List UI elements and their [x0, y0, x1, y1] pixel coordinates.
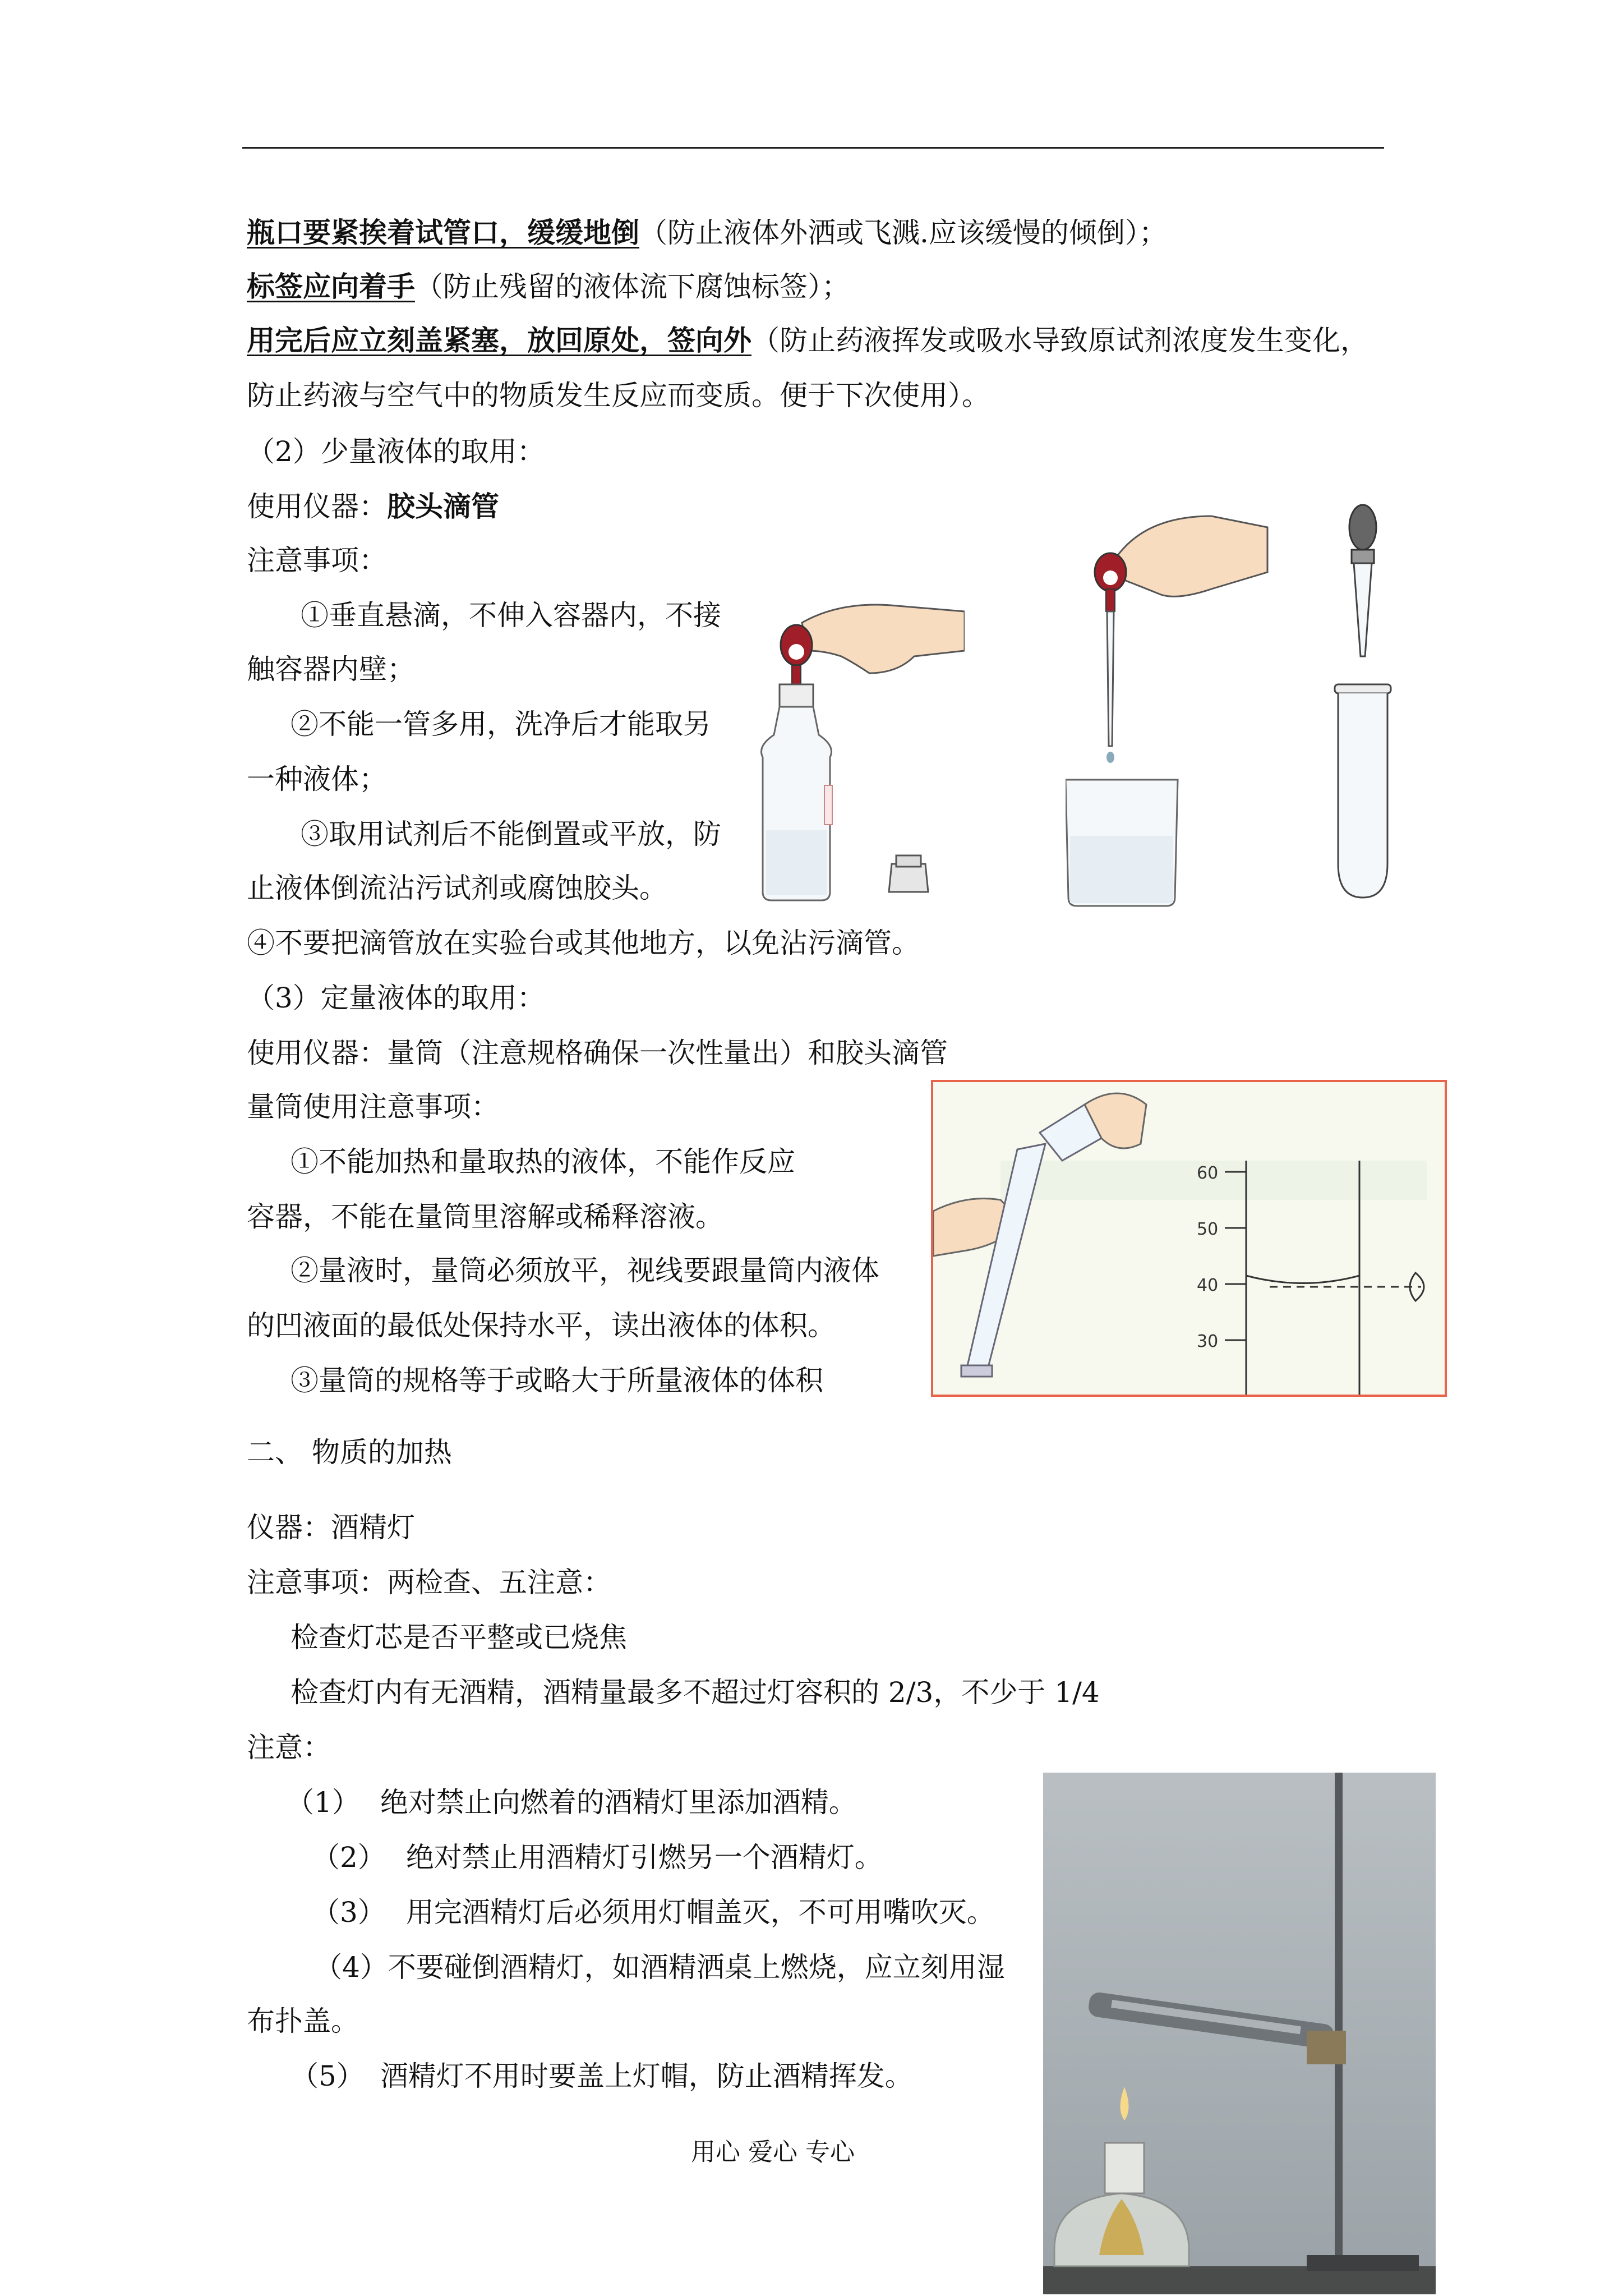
scale-label: 60: [1197, 1163, 1219, 1183]
text-line: ③量筒的规格等于或略大于所量液体的体积: [291, 1364, 823, 1397]
text-line: 注意事项：: [247, 544, 387, 577]
dropper-beaker-figure: [1066, 505, 1279, 909]
text-line: 一种液体；: [247, 763, 387, 795]
list-item: （5） 酒精灯不用时要盖上灯帽，防止酒精挥发。: [291, 2060, 913, 2092]
text-line: 检查灯芯是否平整或已烧焦: [291, 1621, 627, 1654]
text-line: 容器，不能在量筒里溶解或稀释溶液。: [247, 1200, 723, 1233]
section-heading: 二、 物质的加热: [247, 1436, 452, 1469]
text-line: ②不能一管多用，洗净后才能取另: [291, 708, 711, 740]
text-line: ③取用试剂后不能倒置或平放，防: [301, 818, 721, 850]
text-line: 使用仪器：胶头滴管: [247, 490, 499, 523]
list-item: （3） 用完酒精灯后必须用灯帽盖灭，不可用嘴吹灭。: [312, 1896, 995, 1929]
scale-label: 40: [1197, 1276, 1219, 1295]
text-line: 使用仪器：量筒（注意规格确保一次性量出）和胶头滴管: [247, 1037, 948, 1069]
list-item: （2） 绝对禁止用酒精灯引燃另一个酒精灯。: [312, 1841, 883, 1874]
text-line: 注意事项：两检查、五注意：: [247, 1566, 611, 1599]
text-line: 仪器：酒精灯: [247, 1511, 415, 1544]
text-line: 用完后应立刻盖紧塞，放回原处，签向外（防止药液挥发或吸水导致原试剂浓度发生变化，: [247, 324, 1368, 357]
alcohol-lamp-photo: [1043, 1773, 1436, 2294]
text-line: ②量液时，量筒必须放平，视线要跟量筒内液体: [291, 1254, 879, 1287]
scale-label: 30: [1197, 1332, 1219, 1351]
dropper-bottle-figure: [729, 589, 965, 903]
text-line: 标签应向着手（防止残留的液体流下腐蚀标签）；: [247, 270, 850, 303]
scale-label: 50: [1197, 1220, 1219, 1239]
page-footer: 用心 爱心 专心: [691, 2138, 855, 2166]
list-item: （4）不要碰倒酒精灯，如酒精洒桌上燃烧，应立刻用湿: [314, 1951, 1005, 1984]
graduated-cylinder-drawing: [933, 1082, 1445, 1395]
text-line: 的凹液面的最低处保持水平，读出液体的体积。: [247, 1309, 836, 1342]
text-line: 防止药液与空气中的物质发生反应而变质。便于下次使用）。: [247, 379, 990, 412]
text-line: 布扑盖。: [247, 2005, 359, 2037]
list-item: （1） 绝对禁止向燃着的酒精灯里添加酒精。: [286, 1786, 857, 1819]
text-line: ④不要把滴管放在实验台或其他地方，以免沾污滴管。: [247, 927, 920, 959]
text-line: 注意：: [247, 1731, 331, 1764]
text-line: 瓶口要紧挨着试管口，缓缓地倒（防止液体外洒或飞溅.应该缓慢的倾倒）；: [247, 216, 1167, 249]
subsection-heading: （3）定量液体的取用：: [247, 982, 545, 1014]
text-line: 检查灯内有无酒精，酒精量最多不超过灯容积的 2/3，不少于 1/4: [291, 1676, 1100, 1709]
dropper-and-test-tube-figure: [1329, 499, 1396, 903]
text-line: 止液体倒流沾污试剂或腐蚀胶头。: [247, 872, 667, 904]
text-line: 量筒使用注意事项：: [247, 1091, 499, 1123]
text-line: 触容器内壁；: [247, 653, 415, 685]
subsection-heading: （2）少量液体的取用：: [247, 435, 545, 468]
header-rule: [242, 147, 1384, 149]
text-line: ①垂直悬滴，不伸入容器内，不接: [301, 599, 721, 632]
graduated-cylinder-figure: [931, 1080, 1447, 1397]
text-line: ①不能加热和量取热的液体，不能作反应: [291, 1145, 795, 1178]
